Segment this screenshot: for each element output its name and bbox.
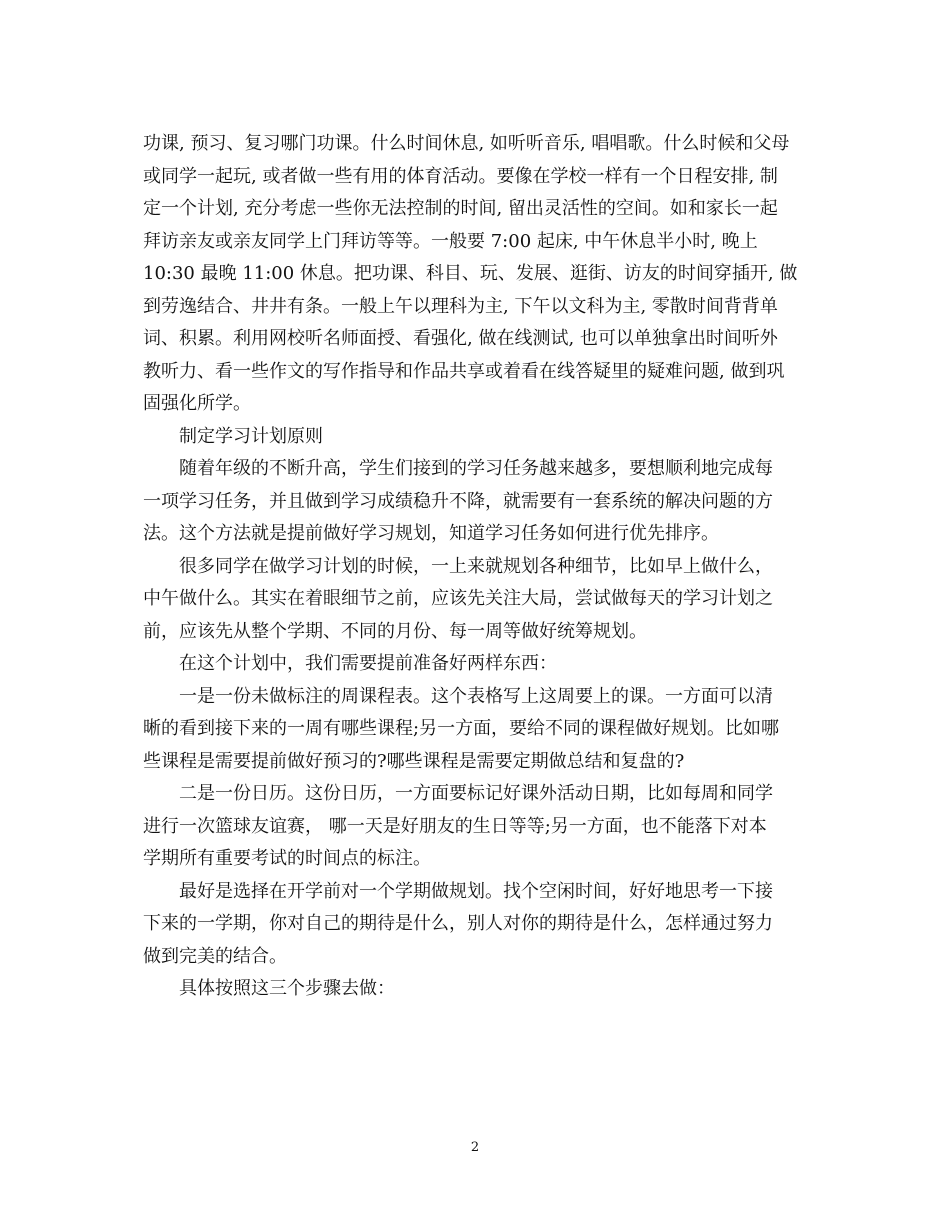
text-line: 法。这个方法就是提前做好学习规划，知道学习任务如何进行优先排序。 — [143, 523, 719, 544]
paragraph-first-line: 二是一份日历。这份日历，一方面要标记好课外活动日期，比如每周和同学 — [179, 783, 773, 804]
text-line: 一项学习任务，并且做到学习成绩稳升不降，就需要有一套系统的解决问题的方 — [143, 490, 773, 512]
document-body — [143, 128, 813, 1006]
paragraph-first-line: 随着年级的不断升高，学生们接到的学习任务越来越多，要想顺利地完成每 — [179, 458, 773, 479]
section-heading: 制定学习计划原则 — [179, 425, 323, 447]
paragraph-first-line: 一是一份未做标注的周课程表。这个表格写上这周要上的课。一方面可以清 — [179, 685, 773, 707]
text-line: 做到完美的结合。 — [143, 945, 287, 967]
text-line: 功课, 预习、复习哪门功课。什么时间休息, 如听听音乐, 唱唱歌。什么时候和父母 — [143, 133, 790, 154]
text-line: 定一个计划, 充分考虑一些你无法控制的时间, 留出灵活性的空间。如和家长一起 — [143, 198, 778, 219]
text-line: 词、积累。利用网校听名师面授、看强化, 做在线测试, 也可以单独拿出时间听外 — [143, 328, 778, 349]
paragraph-first-line: 最好是选择在开学前对一个学期做规划。找个空闲时间，好好地思考一下接 — [179, 880, 773, 902]
paragraph-first-line: 在这个计划中，我们需要提前准备好两样东西： — [179, 653, 557, 674]
paragraph-first-line: 很多同学在做学习计划的时候，一上来就规划各种细节，比如早上做什么， — [179, 555, 773, 577]
text-line: 或同学一起玩, 或者做一些有用的体育活动。要像在学校一样有一个日程安排, 制 — [143, 165, 778, 187]
text-line: 固强化所学。 — [143, 393, 251, 414]
text-line: 拜访亲友或亲友同学上门拜访等等。一般要 7:00 起床, 中午休息半小时, 晚上 — [143, 230, 758, 252]
text-line: 教听力、看一些作文的写作指导和作品共享或着看在线答疑里的疑难问题, 做到巩 — [143, 360, 785, 382]
text-line: 进行一次篮球友谊赛， 哪一天是好朋友的生日等等;另一方面，也不能落下对本 — [143, 815, 767, 837]
text-line: 前，应该先从整个学期、不同的月份、每一周等做好统筹规划。 — [143, 620, 647, 642]
text-line: 些课程是需要提前做好预习的?哪些课程是需要定期做总结和复盘的? — [143, 750, 685, 772]
text-line: 10:30 最晚 11:00 休息。把功课、科目、玩、发展、逛街、访友的时间穿插开, 做 — [143, 263, 798, 284]
text-line: 学期所有重要考试的时间点的标注。 — [143, 848, 431, 869]
text-line: 中午做什么。其实在着眼细节之前，应该先关注大局，尝试做每天的学习计划之 — [143, 588, 773, 609]
text-line: 晰的看到接下来的一周有哪些课程;另一方面，要给不同的课程做好规划。比如哪 — [143, 718, 780, 739]
text-line: 下来的一学期，你对自己的期待是什么，别人对你的期待是什么，怎样通过努力 — [143, 913, 773, 934]
paragraph-first-line: 具体按照这三个步骤去做： — [179, 978, 395, 999]
text-line: 到劳逸结合、井井有条。一般上午以理科为主, 下午以文科为主, 零散时间背背单 — [143, 295, 778, 317]
page-number: 2 — [470, 1140, 480, 1155]
